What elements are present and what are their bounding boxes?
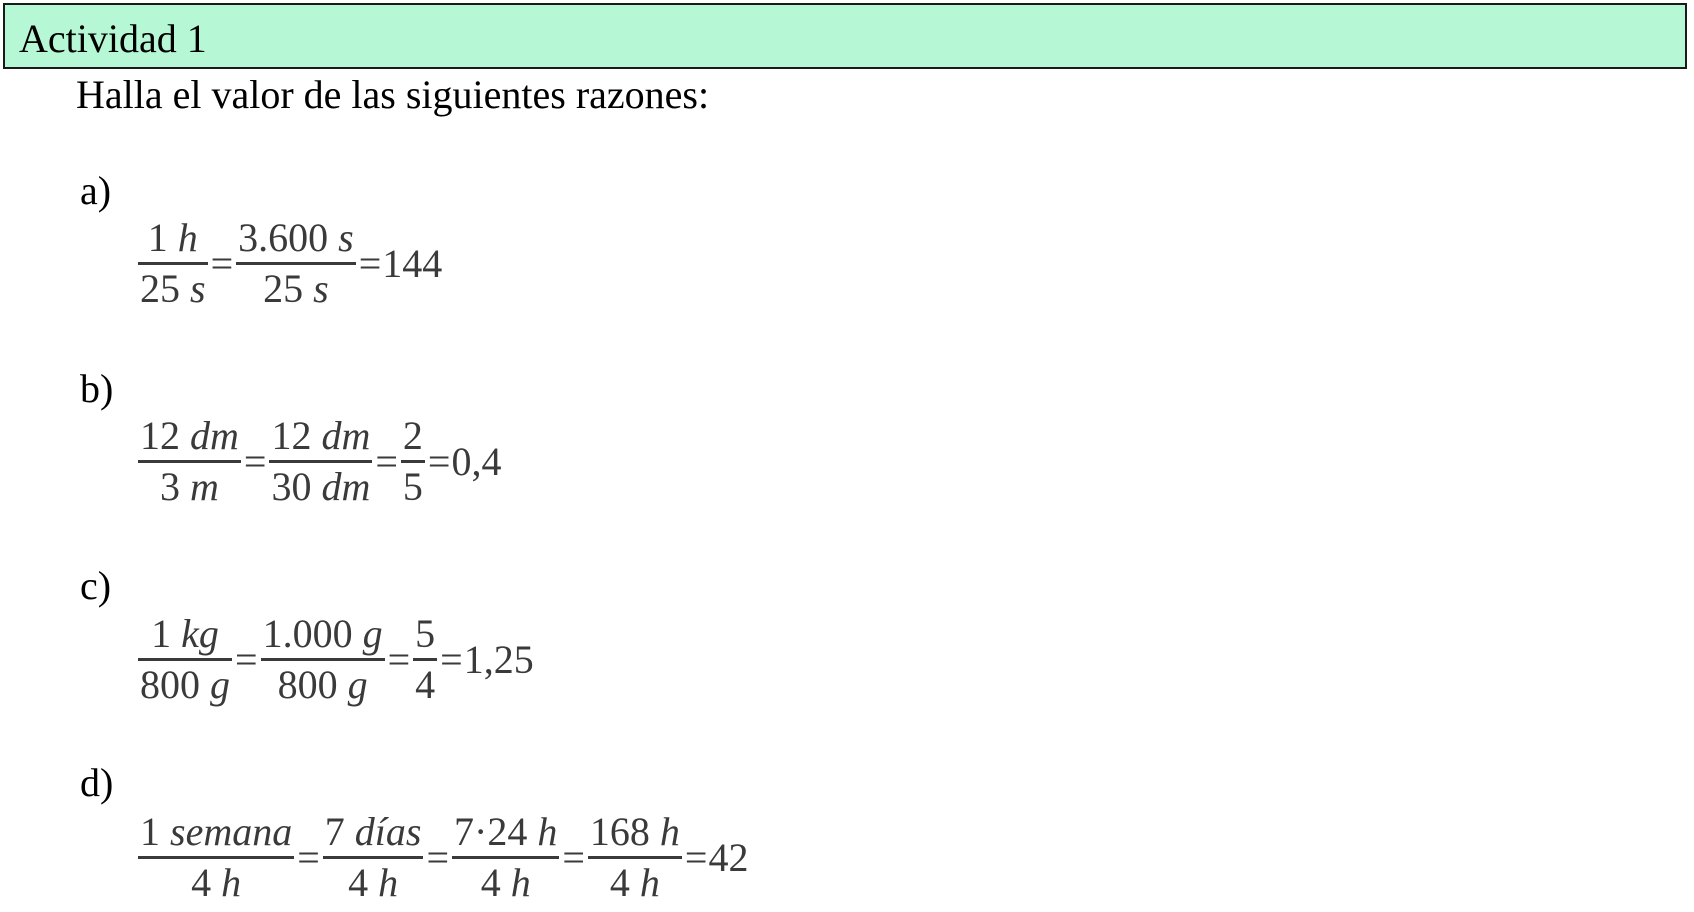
equals-sign: =	[210, 240, 234, 286]
fraction	[136, 808, 296, 907]
fraction-num-unit: h	[537, 809, 558, 854]
fraction-num-value: 3.600	[238, 215, 329, 260]
fraction	[399, 412, 427, 511]
fraction	[136, 412, 243, 511]
activity-header	[3, 3, 1687, 69]
item-label-b: b)	[80, 366, 114, 411]
fraction-num-value: 1.000	[262, 611, 353, 656]
fraction	[450, 808, 561, 907]
fraction-num-unit: semana	[170, 809, 293, 854]
equation-c	[136, 610, 534, 709]
fraction-num-unit: h	[177, 215, 198, 260]
equals-sign: =	[426, 834, 450, 880]
fraction	[136, 214, 210, 313]
result-value: 0,4	[451, 438, 502, 484]
fraction-num-unit: s	[338, 215, 354, 260]
fraction-num-value: 7·24	[454, 809, 528, 854]
fraction-num-unit: dm	[321, 413, 371, 458]
fraction-den-unit: h	[639, 860, 660, 905]
fraction-num-value: 1	[151, 611, 172, 656]
fraction-den-unit: m	[190, 464, 219, 509]
fraction-den-value: 800	[140, 662, 200, 707]
fraction-den-value: 4	[415, 662, 436, 707]
equation-d	[136, 808, 748, 907]
fraction	[411, 610, 439, 709]
result-value: 1,25	[463, 636, 534, 682]
result-value: 144	[382, 240, 443, 286]
fraction	[586, 808, 684, 907]
fraction-den-value: 25	[140, 266, 180, 311]
instruction-text: Halla el valor de las siguientes razones:	[76, 72, 710, 117]
item-label-d: d)	[80, 760, 114, 805]
fraction	[136, 610, 234, 709]
fraction-den-value: 4	[609, 860, 630, 905]
fraction	[259, 610, 387, 709]
fraction-den-value: 25	[263, 266, 304, 311]
fraction-num-value: 1	[147, 215, 168, 260]
equals-sign: =	[440, 636, 463, 682]
equation-b	[136, 412, 501, 511]
fraction-num-unit: g	[362, 611, 383, 656]
fraction-den-value: 800	[277, 662, 338, 707]
item-label-c: c)	[80, 563, 112, 608]
equals-sign: =	[375, 438, 398, 484]
fraction-num-value: 7	[324, 809, 345, 854]
fraction-den-unit: h	[378, 860, 399, 905]
fraction-den-unit: dm	[321, 464, 371, 509]
fraction-den-unit: s	[313, 266, 329, 311]
fraction-num-value: 12	[271, 413, 312, 458]
equals-sign: =	[243, 438, 267, 484]
fraction-den-value: 3	[160, 464, 180, 509]
equals-sign: =	[562, 834, 585, 880]
fraction-num-value: 12	[140, 413, 180, 458]
equals-sign: =	[684, 834, 708, 880]
fraction-num-value: 168	[589, 809, 650, 854]
fraction-num-unit: kg	[181, 611, 219, 656]
fraction-den-unit: g	[210, 662, 230, 707]
item-label-a: a)	[80, 168, 112, 213]
equation-a	[136, 214, 442, 313]
equals-sign: =	[235, 636, 258, 682]
equals-sign: =	[358, 240, 382, 286]
fraction	[234, 214, 358, 313]
fraction	[267, 412, 374, 511]
activity-title: Actividad 1	[19, 16, 207, 61]
fraction-num-unit: días	[354, 809, 422, 854]
fraction-den-unit: s	[190, 266, 206, 311]
fraction-num-value: 5	[415, 611, 436, 656]
equals-sign: =	[297, 834, 320, 880]
fraction-den-unit: h	[221, 860, 242, 905]
equals-sign: =	[427, 438, 451, 484]
fraction-den-value: 30	[271, 464, 312, 509]
fraction-num-unit: h	[659, 809, 680, 854]
fraction-num-value: 2	[402, 413, 423, 458]
fraction-num-unit: dm	[190, 413, 239, 458]
fraction	[321, 808, 426, 907]
fraction-num-value: 1	[140, 809, 160, 854]
fraction-den-value: 4	[191, 860, 212, 905]
fraction-den-value: 4	[480, 860, 501, 905]
result-value: 42	[708, 834, 749, 880]
fraction-den-value: 4	[348, 860, 369, 905]
fraction-den-value: 5	[402, 464, 423, 509]
equals-sign: =	[387, 636, 411, 682]
fraction-den-unit: g	[347, 662, 368, 707]
fraction-den-unit: h	[510, 860, 531, 905]
